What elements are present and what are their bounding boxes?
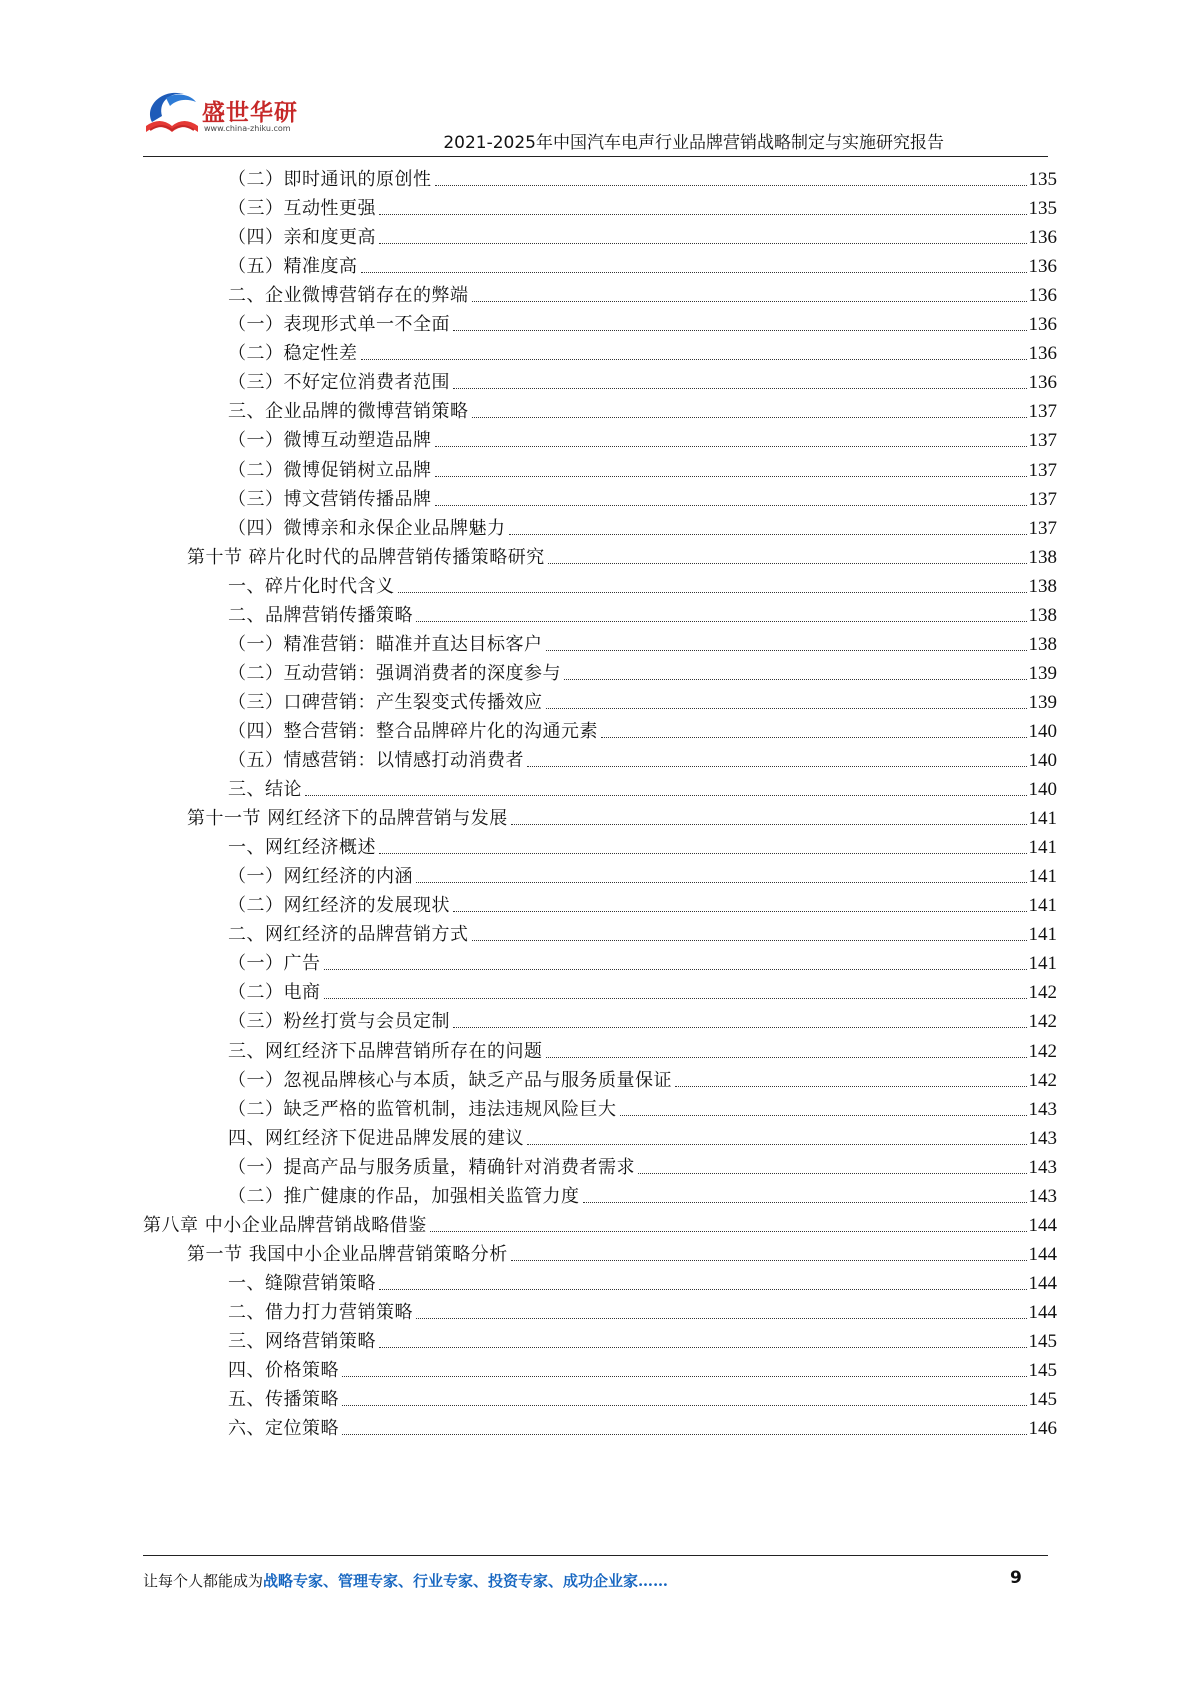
toc-dot-leader bbox=[416, 882, 1027, 883]
toc-dot-leader bbox=[546, 1057, 1027, 1058]
toc-entry-page: 135 bbox=[1028, 169, 1057, 190]
toc-entry[interactable] bbox=[228, 915, 1057, 946]
toc-entry-page: 136 bbox=[1028, 256, 1057, 278]
document-title: 2021-2025年中国汽车电声行业品牌营销战略制定与实施研究报告 bbox=[443, 133, 944, 153]
toc-entry-page: 140 bbox=[1028, 720, 1057, 742]
toc-entry-page: 135 bbox=[1028, 198, 1057, 220]
toc-entry[interactable] bbox=[228, 625, 1057, 656]
toc-dot-leader bbox=[361, 359, 1027, 360]
toc-entry-title: （一）网红经济的内涵 bbox=[228, 866, 413, 888]
toc-entry-title: 二、品牌营销传播策略 bbox=[228, 604, 413, 626]
toc-entry[interactable] bbox=[187, 1235, 1057, 1266]
toc-entry-title: 六、定位策略 bbox=[228, 1418, 339, 1440]
toc-dot-leader bbox=[638, 1173, 1027, 1174]
toc-entry-page: 138 bbox=[1028, 633, 1057, 655]
toc-dot-leader bbox=[435, 505, 1027, 506]
toc-entry-title: 三、企业品牌的微博营销策略 bbox=[228, 401, 469, 423]
toc-dot-leader bbox=[527, 1144, 1027, 1145]
logo-name: 盛世华研 bbox=[202, 100, 298, 126]
toc-dot-leader bbox=[379, 214, 1027, 215]
toc-entry-title: （一）忽视品牌核心与本质，缺乏产品与服务质量保证 bbox=[228, 1069, 672, 1091]
toc-entry-title: （四）微博亲和永保企业品牌魅力 bbox=[228, 517, 506, 539]
toc-entry[interactable] bbox=[228, 944, 1057, 975]
toc-entry-title: 三、网络营销策略 bbox=[228, 1331, 376, 1352]
toc-entry[interactable] bbox=[228, 1293, 1057, 1324]
toc-entry-page: 137 bbox=[1028, 401, 1057, 423]
toc-entry[interactable] bbox=[187, 538, 1057, 569]
toc-entry-title: （二）推广健康的作品，加强相关监管力度 bbox=[228, 1185, 580, 1207]
toc-entry-page: 143 bbox=[1028, 1185, 1057, 1207]
toc-entry[interactable] bbox=[228, 654, 1057, 685]
toc-entry-page: 144 bbox=[1028, 1243, 1057, 1265]
toc-entry-page: 143 bbox=[1028, 1127, 1057, 1149]
toc-entry-page: 141 bbox=[1028, 808, 1057, 830]
toc-entry[interactable] bbox=[228, 596, 1057, 627]
toc-entry-title: （一）广告 bbox=[228, 953, 321, 975]
toc-entry[interactable] bbox=[228, 770, 1057, 801]
toc-dot-leader bbox=[398, 592, 1027, 593]
toc-entry[interactable] bbox=[228, 973, 1057, 1004]
toc-entry-title: 一、碎片化时代含义 bbox=[228, 575, 395, 597]
toc-entry-page: 139 bbox=[1028, 662, 1057, 684]
toc-entry-page: 140 bbox=[1028, 779, 1057, 801]
toc-entry[interactable] bbox=[228, 1061, 1057, 1092]
toc-dot-leader bbox=[511, 824, 1027, 825]
toc-dot-leader bbox=[675, 1086, 1027, 1087]
toc-entry-title: （二）缺乏严格的监管机制，违法违规风险巨大 bbox=[228, 1098, 617, 1120]
toc-dot-leader bbox=[453, 1027, 1027, 1028]
toc-entry-title: （一）微博互动塑造品牌 bbox=[228, 430, 432, 452]
toc-dot-leader bbox=[511, 1260, 1027, 1261]
toc-entry-title: （一）精准营销：瞄准并直达目标客户 bbox=[228, 633, 543, 655]
logo-url: www.china-zhiku.com bbox=[204, 124, 291, 133]
toc-entry-title: 三、网红经济下品牌营销所存在的问题 bbox=[228, 1040, 543, 1062]
toc-entry-title: （五）精准度高 bbox=[228, 256, 358, 278]
toc-entry-page: 136 bbox=[1028, 314, 1057, 336]
toc-dot-leader bbox=[416, 621, 1027, 622]
toc-dot-leader bbox=[435, 185, 1027, 186]
toc-entry-page: 141 bbox=[1028, 837, 1057, 859]
toc-entry-page: 143 bbox=[1028, 1156, 1057, 1178]
toc-entry-title: （二）互动营销：强调消费者的深度参与 bbox=[228, 662, 561, 684]
toc-entry-page: 140 bbox=[1028, 750, 1057, 771]
toc-entry-page: 144 bbox=[1028, 1301, 1057, 1323]
toc-dot-leader bbox=[472, 417, 1027, 418]
toc-dot-leader bbox=[379, 1289, 1027, 1290]
toc-entry-page: 142 bbox=[1028, 1040, 1057, 1062]
toc-entry-title: 第一节 我国中小企业品牌营销策略分析 bbox=[187, 1243, 508, 1265]
toc-entry-page: 138 bbox=[1028, 546, 1057, 568]
toc-entry-title: （三）粉丝打赏与会员定制 bbox=[228, 1011, 450, 1033]
toc-entry-page: 144 bbox=[1028, 1272, 1057, 1294]
toc-dot-leader bbox=[453, 911, 1027, 912]
toc-dot-leader bbox=[435, 476, 1027, 477]
toc-entry-page: 142 bbox=[1028, 982, 1057, 1004]
toc-entry-title: （五）情感营销：以情感打动消费者 bbox=[228, 750, 524, 771]
toc-entry-title: （二）即时通讯的原创性 bbox=[228, 169, 432, 190]
toc-dot-leader bbox=[342, 1434, 1027, 1435]
slogan-prefix: 让每个人都能成为 bbox=[143, 1572, 264, 1590]
toc-dot-leader bbox=[324, 998, 1027, 999]
toc-dot-leader bbox=[342, 1376, 1027, 1377]
toc-entry-page: 144 bbox=[1028, 1214, 1057, 1236]
toc-entry[interactable] bbox=[228, 363, 1057, 394]
toc-entry-title: 第十一节 网红经济下的品牌营销与发展 bbox=[187, 808, 508, 830]
toc-entry-page: 142 bbox=[1028, 1069, 1057, 1091]
toc-entry-title: （三）互动性更强 bbox=[228, 198, 376, 220]
toc-dot-leader bbox=[601, 737, 1027, 738]
toc-entry[interactable] bbox=[228, 1351, 1057, 1382]
toc-dot-leader bbox=[324, 969, 1027, 970]
toc-dot-leader bbox=[564, 679, 1027, 680]
toc-entry-title: （一）提高产品与服务质量，精确针对消费者需求 bbox=[228, 1156, 635, 1178]
toc-entry[interactable] bbox=[228, 1409, 1057, 1440]
toc-entry[interactable] bbox=[228, 1380, 1057, 1411]
toc-entry[interactable] bbox=[228, 712, 1057, 743]
toc-entry[interactable] bbox=[187, 799, 1057, 830]
toc-entry[interactable] bbox=[228, 1177, 1057, 1208]
toc-entry-page: 138 bbox=[1028, 604, 1057, 626]
toc-entry-title: （四）整合营销：整合品牌碎片化的沟通元素 bbox=[228, 720, 598, 742]
toc-dot-leader bbox=[583, 1202, 1027, 1203]
toc-entry-title: 二、网红经济的品牌营销方式 bbox=[228, 924, 469, 946]
header-divider bbox=[143, 156, 1048, 157]
toc-entry[interactable] bbox=[228, 886, 1057, 917]
toc-dot-leader bbox=[430, 1231, 1027, 1232]
toc-entry[interactable] bbox=[228, 509, 1057, 540]
logo-emblem-icon bbox=[142, 86, 202, 142]
toc-entry-page: 141 bbox=[1028, 953, 1057, 975]
toc-entry-title: 四、网红经济下促进品牌发展的建议 bbox=[228, 1127, 524, 1149]
toc-entry[interactable] bbox=[228, 451, 1057, 482]
toc-entry-page: 136 bbox=[1028, 372, 1057, 394]
toc-dot-leader bbox=[361, 272, 1027, 273]
toc-entry-title: （三）不好定位消费者范围 bbox=[228, 372, 450, 394]
toc-entry-title: 二、企业微博营销存在的弊端 bbox=[228, 285, 469, 307]
toc-entry-title: （二）电商 bbox=[228, 982, 321, 1004]
toc-dot-leader bbox=[305, 795, 1027, 796]
toc-entry-page: 136 bbox=[1028, 343, 1057, 365]
toc-dot-leader bbox=[435, 446, 1027, 447]
toc-entry[interactable] bbox=[228, 480, 1057, 511]
toc-entry[interactable] bbox=[228, 1264, 1057, 1295]
toc-dot-leader bbox=[546, 708, 1027, 709]
toc-entry-title: （一）表现形式单一不全面 bbox=[228, 314, 450, 336]
footer-slogan bbox=[143, 1570, 668, 1591]
toc-entry[interactable] bbox=[228, 1148, 1057, 1179]
toc-entry-page: 139 bbox=[1028, 691, 1057, 713]
toc-entry-title: 四、价格策略 bbox=[228, 1360, 339, 1382]
toc-entry-title: （二）网红经济的发展现状 bbox=[228, 895, 450, 917]
toc-entry[interactable] bbox=[228, 160, 1057, 191]
page-number: 9 bbox=[1010, 1568, 1022, 1588]
toc-entry-title: 三、结论 bbox=[228, 779, 302, 801]
toc-entry[interactable] bbox=[228, 421, 1057, 452]
company-logo bbox=[142, 86, 322, 146]
toc-entry-title: （二）稳定性差 bbox=[228, 343, 358, 365]
toc-entry-page: 136 bbox=[1028, 227, 1057, 249]
toc-dot-leader bbox=[472, 940, 1027, 941]
toc-dot-leader bbox=[472, 301, 1027, 302]
toc-entry-page: 136 bbox=[1028, 285, 1057, 307]
toc-entry-page: 137 bbox=[1028, 488, 1057, 510]
toc-entry[interactable] bbox=[228, 741, 1057, 772]
toc-entry[interactable] bbox=[228, 189, 1057, 220]
toc-entry-page: 137 bbox=[1028, 459, 1057, 481]
toc-entry-title: （三）口碑营销：产生裂变式传播效应 bbox=[228, 691, 543, 713]
toc-entry[interactable] bbox=[228, 305, 1057, 336]
toc-entry[interactable] bbox=[228, 828, 1057, 859]
toc-entry-title: 一、网红经济概述 bbox=[228, 837, 376, 859]
toc-dot-leader bbox=[548, 563, 1027, 564]
toc-entry-page: 143 bbox=[1028, 1098, 1057, 1120]
toc-entry-title: 一、缝隙营销策略 bbox=[228, 1272, 376, 1294]
toc-dot-leader bbox=[620, 1115, 1027, 1116]
toc-dot-leader bbox=[379, 1347, 1027, 1348]
toc-entry[interactable] bbox=[228, 683, 1057, 714]
toc-entry-page: 145 bbox=[1028, 1389, 1057, 1411]
slogan-roles: 战略专家、管理专家、行业专家、投资专家、成功企业家…… bbox=[263, 1572, 669, 1590]
toc-entry-title: （二）微博促销树立品牌 bbox=[228, 459, 432, 481]
toc-entry[interactable] bbox=[228, 1090, 1057, 1121]
footer-divider bbox=[143, 1555, 1048, 1556]
toc-entry-page: 146 bbox=[1028, 1418, 1057, 1440]
toc-dot-leader bbox=[453, 388, 1027, 389]
toc-entry[interactable] bbox=[228, 276, 1057, 307]
toc-entry-title: 第十节 碎片化时代的品牌营销传播策略研究 bbox=[187, 546, 545, 568]
toc-dot-leader bbox=[527, 766, 1027, 767]
toc-entry-page: 141 bbox=[1028, 924, 1057, 946]
toc-entry-title: （四）亲和度更高 bbox=[228, 227, 376, 249]
toc-entry[interactable] bbox=[228, 334, 1057, 365]
toc-entry-page: 142 bbox=[1028, 1011, 1057, 1033]
toc-dot-leader bbox=[379, 243, 1027, 244]
toc-entry[interactable] bbox=[228, 1322, 1057, 1353]
toc-entry-page: 141 bbox=[1028, 866, 1057, 888]
toc-dot-leader bbox=[379, 853, 1027, 854]
toc-dot-leader bbox=[509, 534, 1027, 535]
toc-entry-title: 二、借力打力营销策略 bbox=[228, 1301, 413, 1323]
toc-entry[interactable] bbox=[228, 392, 1057, 423]
toc-entry-title: 第八章 中小企业品牌营销战略借鉴 bbox=[143, 1214, 427, 1236]
toc-entry-title: 五、传播策略 bbox=[228, 1389, 339, 1411]
toc-dot-leader bbox=[416, 1318, 1027, 1319]
toc-entry-title: （三）博文营销传播品牌 bbox=[228, 488, 432, 510]
toc-entry[interactable] bbox=[228, 218, 1057, 249]
toc-entry-page: 141 bbox=[1028, 895, 1057, 917]
toc-dot-leader bbox=[453, 330, 1027, 331]
toc-entry[interactable] bbox=[228, 1119, 1057, 1150]
toc-entry-page: 145 bbox=[1028, 1331, 1057, 1352]
toc-entry[interactable] bbox=[228, 1032, 1057, 1063]
toc-entry-page: 145 bbox=[1028, 1360, 1057, 1382]
toc-entry-page: 138 bbox=[1028, 575, 1057, 597]
toc-dot-leader bbox=[342, 1405, 1027, 1406]
toc-entry-page: 137 bbox=[1028, 430, 1057, 452]
toc-entry[interactable] bbox=[228, 247, 1057, 278]
toc-entry[interactable] bbox=[228, 1002, 1057, 1033]
toc-entry[interactable] bbox=[228, 567, 1057, 598]
toc-dot-leader bbox=[546, 650, 1027, 651]
toc-entry[interactable] bbox=[143, 1206, 1057, 1237]
toc-entry-page: 137 bbox=[1028, 517, 1057, 539]
toc-entry[interactable] bbox=[228, 857, 1057, 888]
